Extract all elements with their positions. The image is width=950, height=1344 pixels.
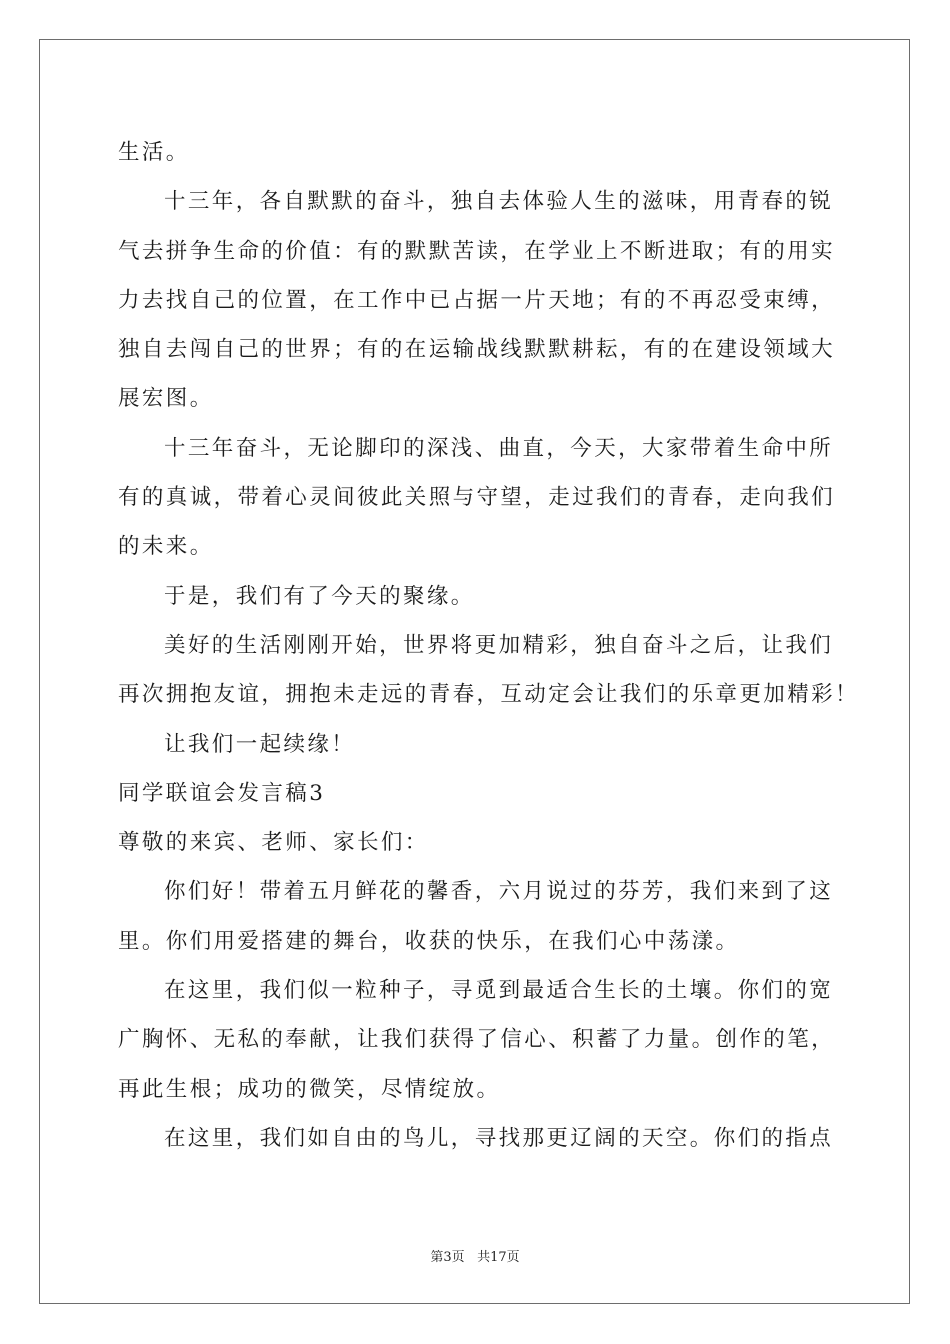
text-line: 广胸怀、无私的奉献，让我们获得了信心、积蓄了力量。创作的笔， [118,1027,836,1053]
page-footer [0,1246,950,1265]
text-line: 十三年，各自默默的奋斗，独自去体验人生的滋味，用青春的锐 [164,189,834,215]
text-line: 里。你们用爱搭建的舞台，收获的快乐，在我们心中荡漾。 [118,928,740,954]
text-line: 于是，我们有了今天的聚缘。 [164,583,475,609]
section-heading: 同学联谊会发言稿3 [118,780,326,806]
text-line: 再次拥抱友谊，拥抱未走远的青春，互动定会让我们的乐章更加精彩！ [118,682,859,708]
text-line: 有的真诚，带着心灵间彼此关照与守望，走过我们的青春，走向我们 [118,485,836,511]
text-line: 力去找自己的位置，在工作中已占据一片天地；有的不再忍受束缚， [118,287,836,313]
text-line: 的未来。 [118,534,214,560]
text-line: 在这里，我们如自由的鸟儿，寻找那更辽阔的天空。你们的指点 [164,1125,834,1151]
text-line: 你们好！带着五月鲜花的馨香，六月说过的芬芳，我们来到了这 [164,879,834,905]
page-total: 共17页 [477,1250,520,1265]
text-line: 展宏图。 [118,386,214,412]
document-body [118,128,859,1163]
page-number: 第3页 [430,1250,465,1265]
text-line: 气去拼争生命的价值：有的默默苦读，在学业上不断进取；有的用实 [118,238,836,264]
text-line: 再此生根；成功的微笑，尽情绽放。 [118,1076,501,1102]
text-line: 独自去闯自己的世界；有的在运输战线默默耕耘，有的在建设领域大 [118,337,836,363]
text-line: 美好的生活刚刚开始，世界将更加精彩，独自奋斗之后，让我们 [164,632,834,658]
salutation: 尊敬的来宾、老师、家长们： [118,830,429,856]
text-line: 十三年奋斗，无论脚印的深浅、曲直，今天，大家带着生命中所 [164,435,834,461]
text-line: 在这里，我们似一粒种子，寻觅到最适合生长的土壤。你们的宽 [164,978,834,1004]
text-line: 生活。 [118,140,190,165]
text-line: 让我们一起续缘！ [164,731,356,757]
